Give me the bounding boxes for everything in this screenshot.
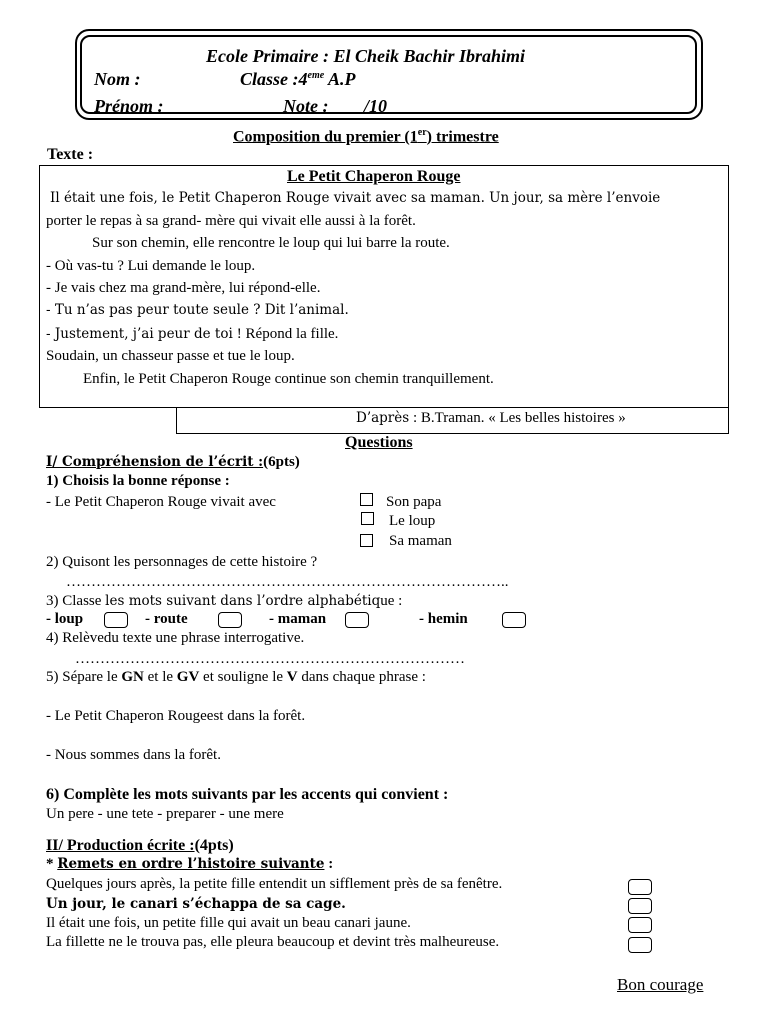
section1-title: I/ Compréhension de l’écrit :(6pts) bbox=[46, 454, 300, 470]
order-box-maman[interactable] bbox=[345, 612, 369, 628]
production-sentence-2: Un jour, le canari s’échappa de sa cage. bbox=[46, 896, 346, 912]
q1-statement: - Le Petit Chaperon Rouge vivait avec bbox=[46, 494, 276, 510]
order-box-sentence-2[interactable] bbox=[628, 898, 652, 914]
note-value: /10 bbox=[364, 96, 388, 114]
production-instruction: * Remets en ordre l’histoire suivante : bbox=[46, 856, 334, 872]
word-loup: - loup bbox=[46, 611, 84, 627]
classe-label: Classe :4eme A.P bbox=[240, 69, 356, 89]
story-line-3: Sur son chemin, elle rencontre le loup qui lui barre la route. bbox=[92, 235, 450, 251]
q2-label: 2) Quisont les personnages de cette histoire ? bbox=[46, 554, 318, 570]
production-sentence-3: Il était une fois, un petite fille qui avait un beau canari jaune. bbox=[46, 915, 411, 931]
school-name: Ecole Primaire : El Cheik Bachir Ibrahimi bbox=[206, 46, 526, 66]
option-le-loup: Le loup bbox=[389, 513, 436, 529]
q4-label: 4) Relèvedu texte une phrase interrogative. bbox=[46, 630, 305, 646]
questions-title: Questions bbox=[345, 434, 413, 451]
order-box-loup[interactable] bbox=[104, 612, 128, 628]
source-citation: D’après : B.Traman. « Les belles histoires » bbox=[356, 410, 626, 426]
checkbox-le-loup[interactable] bbox=[361, 512, 374, 525]
q5-sentence-2: - Nous sommes dans la forêt. bbox=[46, 747, 221, 763]
q4-answer-line[interactable]: …………………………………………………………………… bbox=[75, 651, 465, 667]
exam-title: Composition du premier (1er) trimestre bbox=[233, 127, 499, 146]
section2-title: II/ Production écrite :(4pts) bbox=[46, 837, 234, 854]
order-box-sentence-1[interactable] bbox=[628, 879, 652, 895]
production-sentence-1: Quelques jours après, la petite fille entendit un sifflement près de sa fenêtre. bbox=[46, 876, 503, 892]
checkbox-son-papa[interactable] bbox=[360, 493, 373, 506]
order-box-sentence-3[interactable] bbox=[628, 917, 652, 933]
checkbox-sa-maman[interactable] bbox=[360, 534, 373, 547]
order-box-route[interactable] bbox=[218, 612, 242, 628]
word-route: - route bbox=[145, 611, 188, 627]
production-sentence-4: La fillette ne le trouva pas, elle pleura beaucoup et devint très malheureuse. bbox=[46, 934, 500, 950]
q2-answer-line[interactable]: …………………………………………………………………………….. bbox=[66, 574, 509, 590]
story-line-6: - Tu n’as pas peur toute seule ? Dit l’animal. bbox=[46, 302, 349, 318]
story-line-2: porter le repas à sa grand- mère qui vivait elle aussi à la forêt. bbox=[46, 213, 416, 229]
q5-sentence-1: - Le Petit Chaperon Rougeest dans la forêt. bbox=[46, 708, 306, 724]
story-line-9: Enfin, le Petit Chaperon Rouge continue son chemin tranquillement. bbox=[83, 371, 494, 387]
order-box-hemin[interactable] bbox=[502, 612, 526, 628]
q1-label: 1) Choisis la bonne réponse : bbox=[46, 473, 230, 489]
option-sa-maman: Sa maman bbox=[389, 533, 452, 549]
word-hemin: - hemin bbox=[419, 611, 468, 627]
note-label: Note : bbox=[283, 96, 329, 114]
prenom-label: Prénom : bbox=[94, 96, 164, 114]
order-box-sentence-4[interactable] bbox=[628, 937, 652, 953]
bon-courage: Bon courage bbox=[617, 975, 704, 994]
option-son-papa: Son papa bbox=[386, 494, 442, 510]
nom-label: Nom : bbox=[94, 69, 141, 89]
q6-label: 6) Complète les mots suivants par les accents qui convient : bbox=[46, 786, 449, 803]
story-line-4: - Où vas-tu ? Lui demande le loup. bbox=[46, 258, 256, 274]
story-title: Le Petit Chaperon Rouge bbox=[287, 168, 461, 185]
story-line-5: - Je vais chez ma grand-mère, lui répond-elle. bbox=[46, 280, 321, 296]
texte-label: Texte : bbox=[47, 146, 94, 163]
header-inner-frame bbox=[80, 35, 697, 114]
q3-label: 3) Classe les mots suivant dans l’ordre alphabétique : bbox=[46, 593, 403, 609]
story-line-8: Soudain, un chasseur passe et tue le loup. bbox=[46, 348, 295, 364]
word-maman: - maman bbox=[269, 611, 327, 627]
q6-words: Un pere - une tete - preparer - une mere bbox=[46, 806, 284, 822]
q5-label: 5) Sépare le GN et le GV et souligne le V dans chaque phrase : bbox=[46, 669, 426, 685]
story-line-7: - Justement, j’ai peur de toi ! Répond la fille. bbox=[46, 326, 339, 342]
story-line-1: Il était une fois, le Petit Chaperon Rouge vivait avec sa maman. Un jour, sa mère l’envoie bbox=[50, 190, 661, 206]
